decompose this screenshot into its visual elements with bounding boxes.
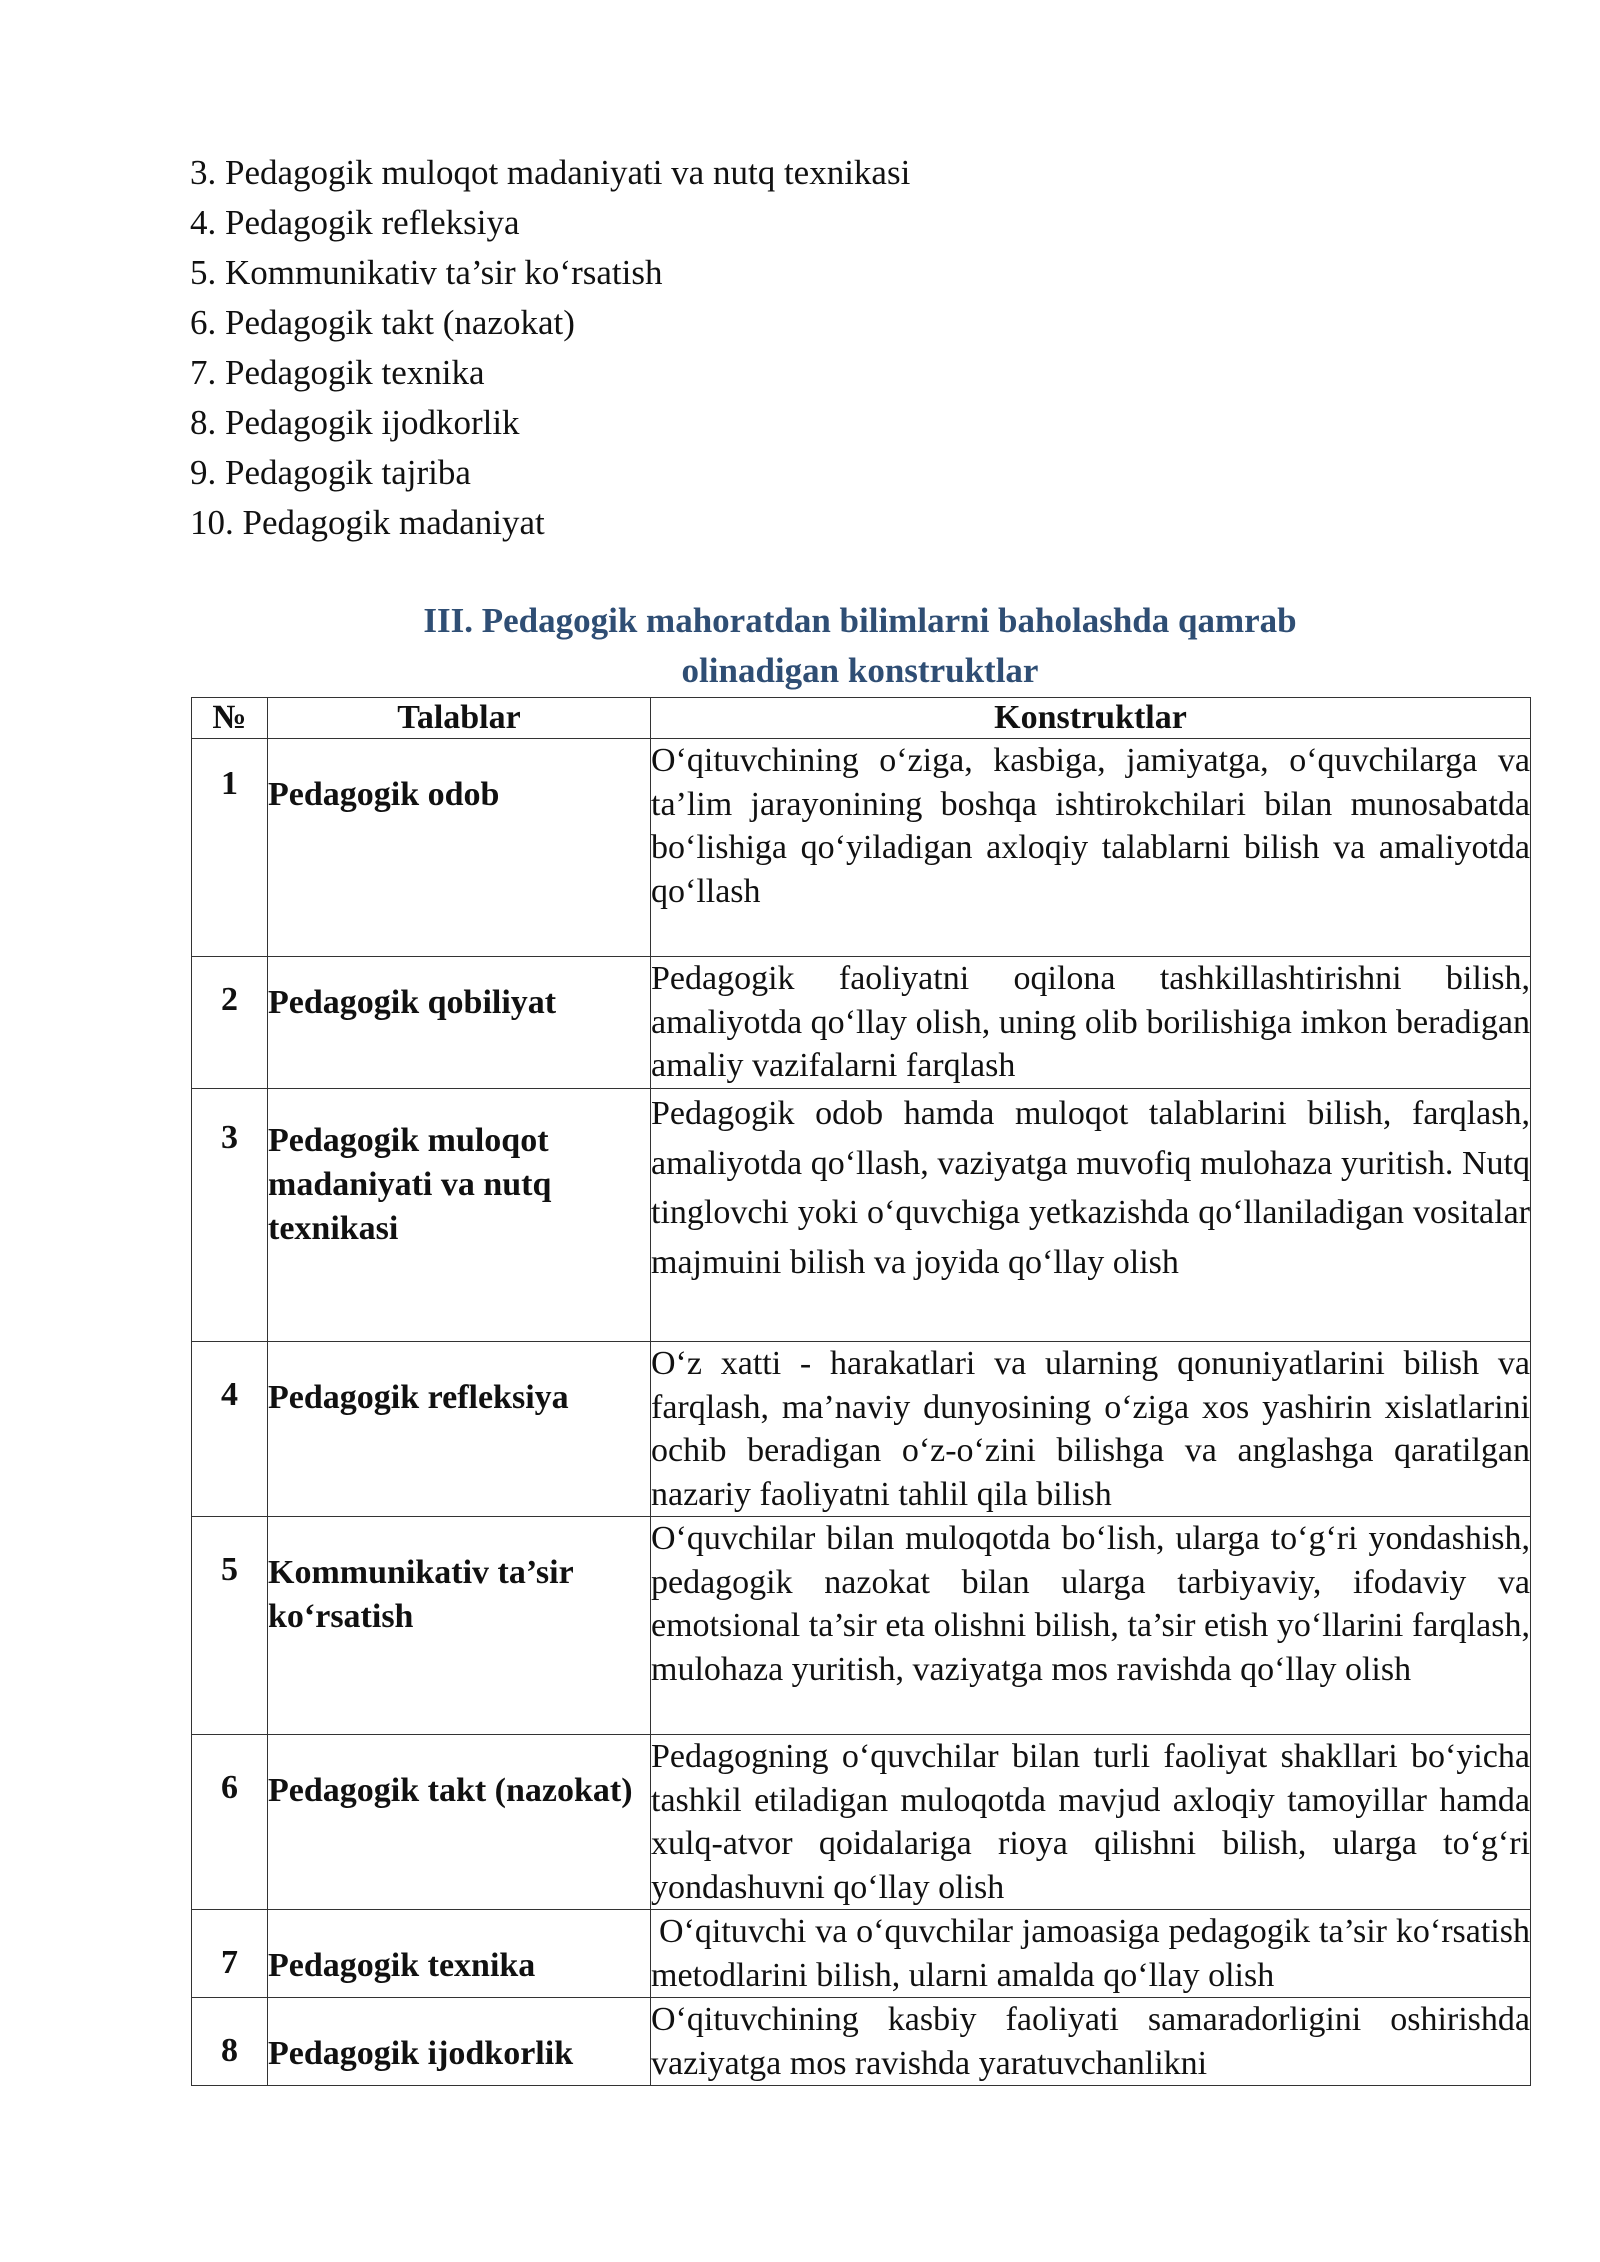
requirement-label: Pedagogik qobiliyat: [268, 984, 557, 1021]
requirement-label: Pedagogik odob: [268, 776, 500, 813]
list-item: 8. Pedagogik ijodkorlik: [190, 403, 520, 442]
row-number: 1: [221, 765, 238, 802]
section-heading-line-1: III. Pedagogik mahoratdan bilimlarni baholashda qamrab: [423, 601, 1297, 640]
numbered-list: [190, 148, 1390, 548]
requirement-label: Pedagogik takt (nazokat): [268, 1772, 633, 1809]
list-item: 6. Pedagogik takt (nazokat): [190, 303, 575, 342]
requirement-cell: [268, 957, 651, 1089]
table-row: [192, 1910, 1531, 1998]
list-item: 4. Pedagogik refleksiya: [190, 203, 520, 242]
table-row: [192, 1998, 1531, 2086]
row-number-cell: [192, 1910, 268, 1998]
construct-cell: O‘z xatti - harakatlari va ularning qonuniyatlarini bilish va farqlash, ma’naviy dunyosining o‘ziga xos yashirin xislatlarini ochib beradigan o‘z-o‘zini bilishga va anglashga qaratilgan nazariy faoliyatni tahlil qila bilish: [651, 1342, 1531, 1517]
requirement-cell: [268, 1342, 651, 1517]
requirement-cell: [268, 1517, 651, 1735]
list-item: 3. Pedagogik muloqot madaniyati va nutq texnikasi: [190, 153, 911, 192]
list-item: 10. Pedagogik madaniyat: [190, 503, 545, 542]
table-row: [192, 739, 1531, 957]
requirement-label: Kommunikativ ta’sir ko‘rsatish: [268, 1554, 574, 1635]
construct-cell: [651, 1910, 1531, 1998]
row-number-cell: [192, 739, 268, 957]
requirement-label: Pedagogik texnika: [268, 1947, 536, 1984]
column-header-requirements: Talablar: [268, 698, 651, 739]
row-number-cell: [192, 1342, 268, 1517]
construct-cell: Pedagogik faoliyatni oqilona tashkillashtirishni bilish, amaliyotda qo‘llay olish, uning olib borilishiga imkon beradigan amaliy vazifalarni farqlash: [651, 957, 1531, 1089]
list-item: 5. Kommunikativ ta’sir ko‘rsatish: [190, 253, 663, 292]
construct-text: O‘qituvchi va o‘quvchilar jamoasiga pedagogik ta’sir ko‘rsatish metodlarini bilish, ularni amalda qo‘llay olish: [651, 1913, 1530, 1994]
requirement-label: Pedagogik ijodkorlik: [268, 2035, 574, 2072]
requirement-cell: [268, 1735, 651, 1910]
requirement-label: Pedagogik muloqot madaniyati va nutq texnikasi: [268, 1122, 552, 1247]
requirement-cell: [268, 739, 651, 957]
construct-cell: Pedagogik odob hamda muloqot talablarini bilish, farqlash, amaliyotda qo‘llash, vaziyatga muvofiq mulohaza yuritish. Nutq tinglovchi yoki o‘quvchiga yetkazishda qo‘llaniladigan vositalar majmuini bilish va joyida qo‘llay olish: [651, 1089, 1531, 1342]
construct-cell: Pedagogning o‘quvchilar bilan turli faoliyat shakllari bo‘yicha tashkil etiladigan muloqotda mavjud axloqiy tamoyillar hamda xulq-atvor qoidalariga rioya qilishni bilish, ularga to‘g‘ri yondashuvni qo‘llay olish: [651, 1735, 1531, 1910]
requirement-cell: [268, 1910, 651, 1998]
row-number: 6: [221, 1769, 238, 1806]
table-header-row: [192, 698, 1531, 739]
requirement-cell: [268, 1089, 651, 1342]
table-row: [192, 1342, 1531, 1517]
table-row: [192, 1089, 1531, 1342]
row-number: 3: [221, 1119, 238, 1156]
table-row: [192, 957, 1531, 1089]
list-item: 7. Pedagogik texnika: [190, 353, 485, 392]
row-number: 7: [221, 1944, 238, 1981]
row-number: 8: [221, 2032, 238, 2069]
list-item: 9. Pedagogik tajriba: [190, 453, 471, 492]
row-number-cell: [192, 957, 268, 1089]
construct-cell: O‘qituvchining o‘ziga, kasbiga, jamiyatga, o‘quvchilarga va ta’lim jarayonining boshqa ishtirokchilari bilan munosabatda bo‘lishiga qo‘yiladigan axloqiy talablarni bilish va amaliyotda qo‘llash: [651, 739, 1531, 957]
column-header-number: №: [192, 698, 268, 739]
row-number-cell: [192, 1089, 268, 1342]
column-header-constructs: Konstruktlar: [651, 698, 1531, 739]
table-row: [192, 1735, 1531, 1910]
section-heading: [190, 596, 1530, 696]
row-number: 4: [221, 1376, 238, 1413]
row-number: 5: [221, 1551, 238, 1588]
construct-cell: O‘quvchilar bilan muloqotda bo‘lish, ularga to‘g‘ri yondashish, pedagogik nazokat bilan ularga tarbiyaviy, ifodaviy va emotsional ta’sir eta olishni bilish, ta’sir etish yo‘llarini farqlash, mulohaza yuritish, vaziyatga mos ravishda qo‘llay olish: [651, 1517, 1531, 1735]
row-number-cell: [192, 1517, 268, 1735]
row-number-cell: [192, 1998, 268, 2086]
row-number: 2: [221, 981, 238, 1018]
requirement-label: Pedagogik refleksiya: [268, 1379, 569, 1416]
constructs-table: [191, 697, 1531, 2086]
section-heading-line-2: olinadigan konstruktlar: [681, 651, 1039, 690]
row-number-cell: [192, 1735, 268, 1910]
table-row: [192, 1517, 1531, 1735]
construct-cell: O‘qituvchining kasbiy faoliyati samaradorligini oshirishda vaziyatga mos ravishda yaratuvchanlikni: [651, 1998, 1531, 2086]
requirement-cell: [268, 1998, 651, 2086]
